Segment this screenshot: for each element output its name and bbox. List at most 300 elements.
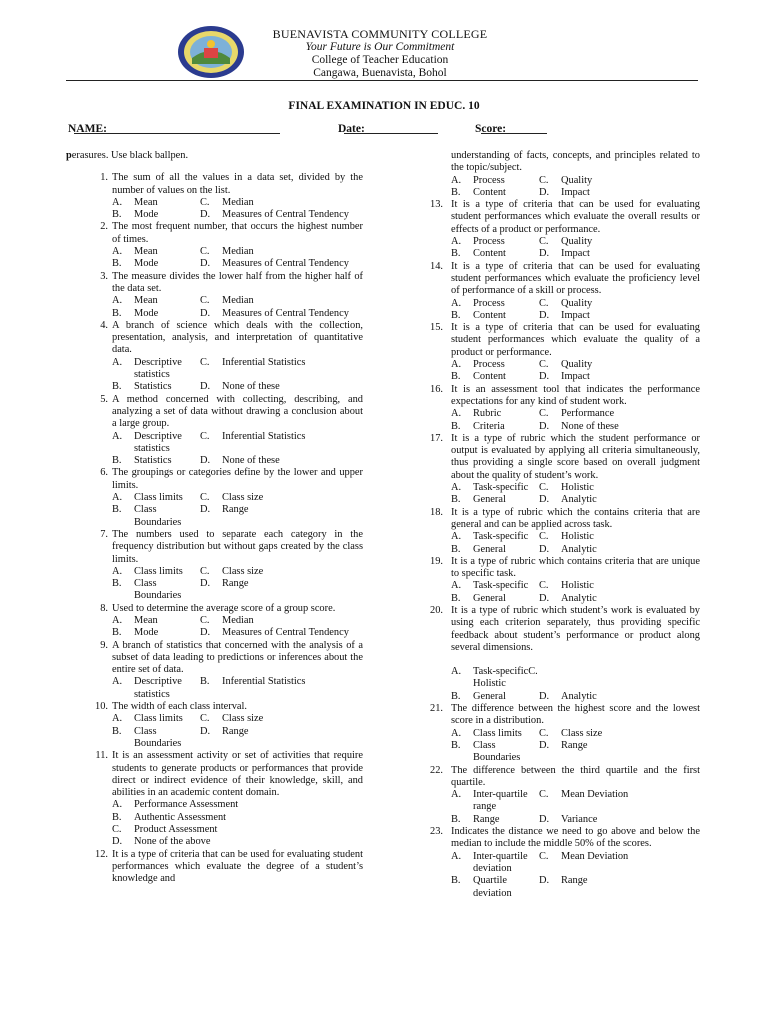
college-motto: Your Future is Our Commitment [305,41,455,53]
options-grid [451,175,700,200]
option-text: Performance [561,408,615,420]
question-9 [66,640,363,701]
answer-option[interactable] [112,209,200,221]
option-letter: A. [451,236,462,248]
question-17 [406,433,700,507]
option-letter: C. [200,196,210,208]
option-letter: C. [200,246,210,258]
option-letter: B. [112,455,122,467]
option-text: Mode [134,307,159,319]
answer-option[interactable] [112,197,200,209]
option-text: Median [222,295,254,307]
options-grid [451,580,700,605]
answer-option[interactable] [539,175,700,187]
options-grid [112,431,363,468]
option-text: Class Boundaries [134,504,182,528]
question-stem: It is a type of rubric which the student performance or output is evaluated by applying all criteria simultaneously, thus providing a single score based on overall judgment about the quality of student’s work. [451,432,700,481]
option-text: Holistic [561,580,594,592]
option-text: Statistics [134,455,172,467]
option-text: Criteria [473,420,505,432]
question-stem: It is a type of rubric which the contains criteria that are general and can be applied across task. [451,506,700,530]
option-text: Class Boundaries [134,725,182,749]
name-blank[interactable] [74,123,280,134]
question-stem: The difference between the third quartile and the first quartile. [451,764,700,788]
question-number: 1. [100,172,108,184]
question-stem: It is a type of criteria that can be used for evaluating student performances which evaluate the overall results or effects of a product or performance. [451,199,700,235]
option-text: Class limits [473,727,522,739]
option-text: Class size [222,713,264,725]
option-text: Median [222,246,254,258]
answer-option[interactable] [451,482,539,494]
question-stem: The difference between the highest score and the lowest score in a distribution. [451,703,700,727]
option-letter: C. [539,408,549,420]
option-letter: C. [539,789,549,801]
option-letter: D. [539,371,550,383]
option-letter: B. [451,875,461,887]
option-letter: C. [200,430,210,442]
option-text: Mean [134,295,158,307]
question-stem: The numbers used to separate each category in the frequency distribution but without gaps created by the class limits. [112,528,363,565]
option-letter: C. [112,824,122,836]
answer-option[interactable] [200,713,363,725]
answer-option[interactable] [200,676,363,701]
question-stem: It is a type of rubric which student’s work is evaluated by using each criterion separately, thus providing specific feedback about student’s performance or product along several dimensions. [451,604,700,653]
option-text: None of the above [134,836,211,848]
question-1 [66,172,363,221]
option-text: Inferential Statistics [222,676,306,688]
answer-option[interactable] [539,236,700,248]
answer-option[interactable] [451,175,539,187]
answer-option[interactable] [451,728,539,740]
option-letter: B. [112,725,122,737]
option-letter: C. [200,492,210,504]
answer-option[interactable] [112,246,200,258]
question-number: 8. [100,602,108,614]
question-13 [406,199,700,260]
option-letter: C. [539,482,549,494]
answer-option[interactable] [112,455,200,467]
option-letter: D. [200,307,211,319]
answer-option[interactable] [200,381,363,393]
option-text: Task-specific [473,531,529,543]
answer-option[interactable] [112,676,200,701]
question-20 [406,605,700,703]
answer-option[interactable] [112,381,200,393]
answer-option[interactable] [451,593,539,605]
document-header [60,22,700,82]
options-grid [112,492,363,529]
answer-option[interactable] [539,187,700,199]
question-number: 18. [430,506,443,518]
option-text: Quality [561,359,593,371]
question-11 [66,750,363,848]
option-letter: A. [112,713,123,725]
answer-option[interactable] [539,248,700,260]
question-15 [406,322,700,383]
answer-option[interactable] [451,580,539,592]
option-letter [539,666,561,691]
option-text: Range [222,725,249,737]
answer-option[interactable] [451,310,539,322]
answer-option[interactable] [200,726,363,751]
blank-gap [451,654,700,666]
answer-option[interactable] [200,627,363,639]
option-text: Rubric [473,408,502,420]
question-number: 3. [100,270,108,282]
question-23 [406,826,700,900]
option-letter: B. [451,690,461,702]
option-text: Task-specific [473,580,529,592]
option-text: Content [473,309,506,321]
option-letter: C. [539,531,549,543]
intro-first-letter: p [66,150,72,161]
option-text: Impact [561,248,590,260]
option-text: Impact [561,371,590,383]
option-text: Range [222,504,249,516]
option-letter: D. [200,504,211,516]
question-stem: It is an assessment tool that indicates the performance expectations for any kind of student work. [451,383,700,407]
answer-option[interactable] [539,371,700,383]
answer-option[interactable] [112,566,200,578]
answer-option[interactable] [451,187,539,199]
question-stem: It is a type of rubric which contains criteria that are unique to specific task. [451,555,700,580]
question-stem: It is a type of criteria that can be used for evaluating student performances which evaluate the proficiency level of performance of a skill or process. [451,260,700,297]
question-stem: The sum of all the values in a data set, divided by the number of values on the list. [112,172,363,196]
answer-option[interactable] [451,371,539,383]
answer-option[interactable] [539,298,700,310]
option-letter: B. [451,371,461,383]
question-number: 15. [430,322,443,334]
option-letter: C. [200,614,210,626]
option-letter: B. [451,543,461,555]
option-text: General [473,592,506,604]
answer-option[interactable] [451,851,539,876]
answer-option[interactable] [539,740,700,765]
question-7 [66,529,363,603]
answer-option[interactable] [539,421,700,433]
option-letter: A. [451,531,462,543]
options-grid [451,666,700,703]
answer-option[interactable] [200,504,363,529]
answer-option[interactable] [539,359,700,371]
question-stem: It is a type of criteria that can be used for evaluating student performances which evaluate the degree of a student’s knowledge and [112,848,363,885]
option-text: Median [222,196,254,208]
options-grid [451,298,700,323]
options-grid [451,728,700,765]
answer-option[interactable] [112,357,200,382]
question-21 [406,703,700,764]
option-text: Process [473,297,505,309]
answer-option[interactable] [451,236,539,248]
score-label: Score: [475,123,507,135]
answer-option[interactable] [112,295,200,307]
question-22 [406,765,700,826]
option-letter: B. [112,811,122,823]
answer-option[interactable] [539,875,700,900]
answer-option[interactable] [539,310,700,322]
answer-option[interactable] [112,836,363,848]
answer-option[interactable] [539,691,700,703]
question-12-continuation [406,150,700,199]
answer-option[interactable] [112,627,200,639]
option-text: Range [561,739,588,751]
answer-option[interactable] [200,431,363,456]
option-text: Analytic [561,592,597,604]
option-text: Mode [134,209,159,221]
answer-option[interactable] [539,494,700,506]
question-number: 12. [95,848,108,860]
option-text: Measures of Central Tendency [222,209,349,221]
option-letter: A. [112,430,123,442]
options-grid [112,615,363,640]
question-number: 2. [100,221,108,233]
option-letter: C. [539,850,549,862]
option-text: Inter-quartile deviation [473,850,528,874]
answer-option[interactable] [200,615,363,627]
question-6 [66,467,363,528]
answer-option[interactable] [451,666,539,691]
question-4 [66,320,363,394]
answer-option[interactable] [112,431,200,456]
option-letter: D. [539,186,550,198]
score-blank[interactable] [481,123,547,134]
answer-option[interactable] [200,357,363,382]
option-text: Descriptive statistics [134,676,182,700]
option-text: Mode [134,627,159,639]
option-text: Mean [134,196,158,208]
option-letter: B. [451,494,461,506]
question-stem: Used to determine the average score of a group score. [112,602,336,614]
option-letter: A. [112,565,123,577]
answer-option[interactable] [539,851,700,876]
answer-option[interactable] [200,492,363,504]
question-number: 11. [95,750,108,762]
option-letter: B. [451,739,461,751]
answer-option[interactable] [200,197,363,209]
question-number: 13. [430,199,443,211]
answer-option[interactable] [539,482,700,494]
option-text: General [473,543,506,555]
option-letter: D. [539,494,550,506]
answer-option[interactable] [539,531,700,543]
question-number: 9. [100,639,108,651]
option-letter: B. [112,258,122,270]
question-stem: A branch of science which deals with the collection, presentation, analysis, and interpretation of quantitative data. [112,319,363,356]
option-letter: A. [451,666,462,678]
date-blank[interactable] [344,123,438,134]
answer-option[interactable] [451,408,539,420]
answer-option[interactable] [451,544,539,556]
question-stem: The groupings or categories define by the lower and upper limits. [112,467,363,491]
option-text: Content [473,248,506,260]
question-stem: understanding of facts, concepts, and principles related to the topic/subject. [451,150,700,174]
answer-option[interactable] [451,789,539,814]
option-text: Class limits [134,492,183,504]
answer-option[interactable] [451,494,539,506]
option-letter: D. [200,209,211,221]
answer-option[interactable] [112,615,200,627]
option-letter: D. [539,592,550,604]
answer-option[interactable] [112,258,200,270]
question-number: 20. [430,604,443,616]
question-12 [66,849,363,886]
option-text: Content [473,186,506,198]
option-text: Inferential Statistics [222,356,306,368]
option-text: Product Assessment [134,824,218,836]
answer-option[interactable] [539,408,700,420]
header-divider [66,80,698,81]
options-grid [451,789,700,826]
answer-option[interactable] [539,789,700,814]
option-letter: B. [451,420,461,432]
question-number: 22. [430,764,443,776]
question-stem: It is a type of criteria that can be used for evaluating student performances which evaluate the quality of a product or performance. [451,322,700,358]
question-10 [66,701,363,750]
question-stem: Indicates the distance we need to go above and below the median to include the middle 50% of the scores. [451,826,700,850]
option-text: Class limits [134,565,183,577]
question-number: 21. [430,703,443,715]
question-number: 7. [100,528,108,540]
option-letter: D. [200,258,211,270]
option-text: Range [561,875,588,887]
options-grid [112,246,363,271]
answer-option[interactable] [112,824,363,836]
answer-option[interactable] [112,726,200,751]
option-letter: B. [451,248,461,260]
answer-option[interactable] [539,580,700,592]
question-number: 10. [95,701,108,713]
option-letter: A. [451,789,462,801]
answer-option[interactable] [539,728,700,740]
answer-option[interactable] [200,258,363,270]
option-text: Median [222,614,254,626]
answer-option[interactable] [451,740,539,765]
answer-option[interactable] [451,531,539,543]
option-text: Mean [134,246,158,258]
question-19 [406,556,700,605]
answer-option[interactable] [451,814,539,826]
option-text: Inter-quartile range [473,789,528,813]
option-letter: A. [112,799,123,811]
options-grid [451,482,700,507]
answer-option[interactable] [451,875,539,900]
option-text: Mean [134,614,158,626]
options-grid [451,851,700,900]
answer-option[interactable] [539,814,700,826]
option-letter: D. [539,739,550,751]
question-8 [66,603,363,640]
answer-option[interactable] [451,359,539,371]
answer-option[interactable] [200,308,363,320]
option-text: Mode [134,258,159,270]
answer-option[interactable] [451,691,539,703]
options-grid [112,295,363,320]
answer-option[interactable] [539,666,700,691]
answer-option[interactable] [112,308,200,320]
college-name: BUENAVISTA COMMUNITY COLLEGE [272,27,488,41]
option-letter: D. [539,813,550,825]
question-2 [66,221,363,270]
instructions-text: perasures. Use black ballpen. [66,150,189,161]
answer-option[interactable] [200,566,363,578]
answer-option[interactable] [539,544,700,556]
option-text: Inferential Statistics [222,430,306,442]
option-text: Quality [561,174,593,186]
answer-option[interactable] [112,504,200,529]
option-text: Statistics [134,381,172,393]
option-letter: A. [112,196,123,208]
question-number: 14. [430,260,443,272]
options-grid [112,197,363,222]
answer-option[interactable] [539,593,700,605]
option-text: Class Boundaries [134,578,182,602]
option-letter: C. [200,356,210,368]
left-column [66,150,363,886]
answer-option[interactable] [200,578,363,603]
option-letter: B. [200,676,210,688]
option-letter: D. [539,543,550,555]
answer-option[interactable] [112,713,200,725]
option-letter: A. [112,246,123,258]
option-text: Quality [561,236,593,248]
answer-option[interactable] [112,812,363,824]
question-stem: The width of each class interval. [112,701,248,713]
option-letter: C. [539,174,549,186]
answer-option[interactable] [200,209,363,221]
option-text: General [473,690,506,702]
option-text: None of these [222,381,280,393]
option-text: Class limits [134,713,183,725]
option-letter: B. [112,504,122,516]
option-letter: A. [451,727,462,739]
option-letter: A. [112,676,123,688]
answer-option[interactable] [200,246,363,258]
option-letter: B. [451,186,461,198]
option-letter: C. [539,727,549,739]
college-address: Cangawa, Buenavista, Bohol [313,67,447,79]
answer-option[interactable] [112,578,200,603]
answer-option[interactable] [200,295,363,307]
options-grid [112,676,363,701]
option-text: Analytic [561,690,597,702]
answer-option[interactable] [451,248,539,260]
options-grid [112,713,363,750]
answer-option[interactable] [200,455,363,467]
option-text: Measures of Central Tendency [222,307,349,319]
question-number: 17. [430,432,443,444]
date-label: Date: [338,123,365,135]
option-letter: B. [112,627,122,639]
question-number: 16. [430,383,443,395]
option-letter: B. [112,307,122,319]
option-letter: C. [200,295,210,307]
option-text: Process [473,174,505,186]
answer-option[interactable] [112,799,363,811]
answer-option[interactable] [112,492,200,504]
option-text: Mean Deviation [561,850,629,862]
option-letter: A. [112,492,123,504]
option-letter: B. [112,209,122,221]
options-grid [112,566,363,603]
answer-option[interactable] [451,298,539,310]
option-letter: A. [112,295,123,307]
option-text: Task-specificC. Holistic [473,666,538,690]
answer-option[interactable] [451,421,539,433]
option-letter: A. [451,482,462,494]
question-3 [66,271,363,320]
option-letter: D. [539,420,550,432]
question-18 [406,507,700,556]
